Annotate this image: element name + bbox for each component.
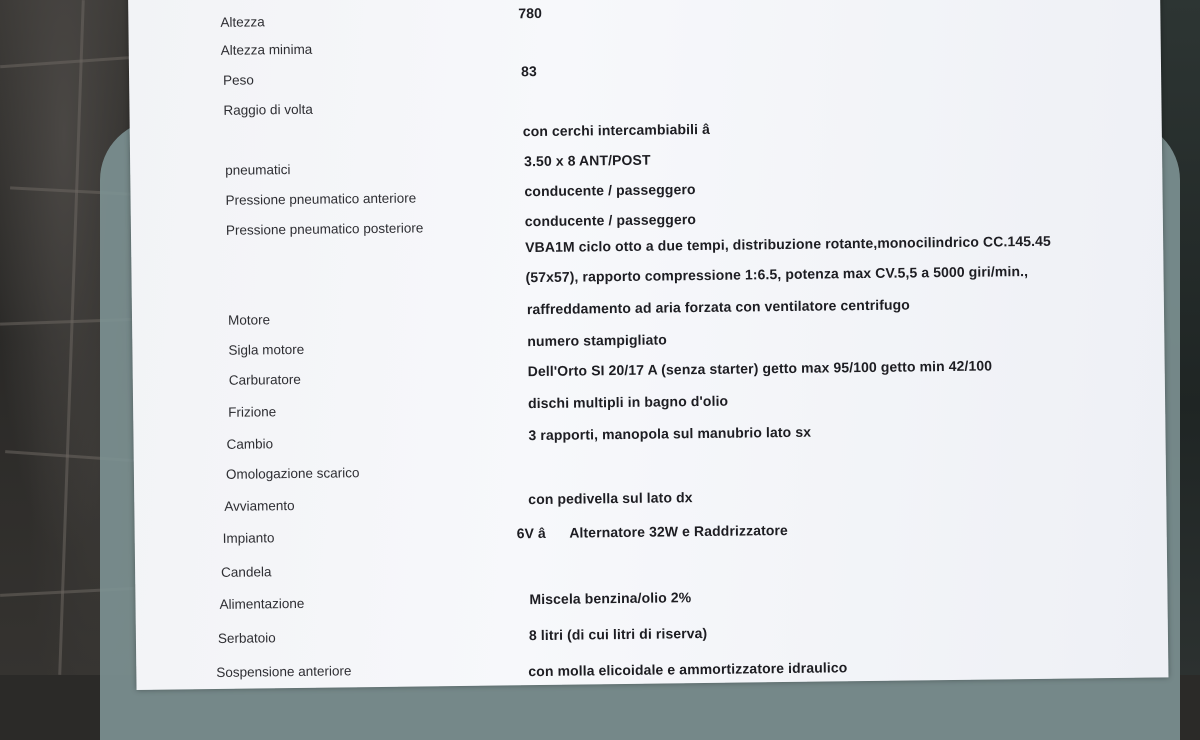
spec-label: Pressione pneumatico anteriore [225,190,417,208]
spec-value: 780 [518,4,543,22]
spec-value: conducente / passeggero [524,181,696,200]
spec-label: Motore [227,312,271,328]
spec-label: Sigla motore [228,341,305,358]
spec-label: Raggio di volta [223,101,313,118]
spec-value: 8 litri (di cui litri di riserva) [528,624,708,644]
spec-row-raggio-di-volta [129,81,1159,116]
spec-value: Miscela benzina/olio 2% [529,589,692,608]
spec-row-altezza-minima [129,21,1159,56]
spec-row-omologazione-scarico [134,445,1164,480]
spec-row-frizione [133,383,1163,418]
spec-label: Altezza minima [220,41,313,58]
spec-value: 6V â Alternatore 32W e Raddrizzatore [516,521,788,542]
spec-label: pneumatici [225,162,291,178]
spec-value: raffreddamento ad aria forzata con ventilatore centrifugo [526,296,910,318]
spec-row-altezza [128,0,1158,30]
spec-row-sigla-motore [132,323,1162,358]
spec-value: 83 [520,63,537,80]
spec-label: Altezza [220,14,265,30]
spec-label: Omologazione scarico [225,465,360,482]
spec-row-motore [132,293,1162,328]
spec-label: Pressione pneumatico posteriore [225,220,424,238]
spec-value: 3 rapporti, manopola sul manubrio lato sx [528,423,812,444]
spec-value: numero stampigliato [527,331,668,350]
spec-value: conducente / passeggero [524,211,697,230]
spec-value: Dell'Orto SI 20/17 A (senza starter) getto max 95/100 getto min 42/100 [527,357,993,380]
spec-label: Serbatoio [217,630,276,646]
spec-row-sospensione-anteriore [136,637,1166,680]
spec-sheet-paper [128,0,1168,690]
spec-value: 3.50 x 8 ANT/POST [524,151,651,170]
spec-label: Frizione [228,404,277,420]
spec-value: dischi multipli in bagno d'olio [527,392,729,412]
spec-row-candela [135,539,1165,580]
spec-label: Alimentazione [219,595,305,612]
spec-label: Carburatore [228,371,301,388]
spec-label: Cambio [226,436,274,452]
spec-label: Avviamento [224,498,295,514]
spec-row-carburatore [133,353,1163,388]
spec-value: con molla elicoidale e ammortizzatore idraulico [528,659,848,680]
spec-row-motore-line2 [131,261,1161,296]
spec-row-pneumatici [130,141,1160,176]
spec-row-cambio [133,413,1163,452]
spec-value: VBA1M ciclo otto a due tempi, distribuzione rotante,monocilindrico CC.145.45 [525,232,1051,256]
spec-value: (57x57), rapporto compressione 1:6.5, potenza max CV.5,5 a 5000 giri/min., [525,263,1029,286]
spec-label: Sospensione anteriore [216,663,352,680]
spec-value: con cerchi intercambiabili â [522,120,711,140]
spec-value: con pedivella sul lato dx [528,489,693,508]
spec-row-alimentazione [135,571,1165,612]
spec-label: Candela [221,564,272,580]
spec-label: Impianto [222,530,275,546]
spec-label: Peso [223,72,254,88]
